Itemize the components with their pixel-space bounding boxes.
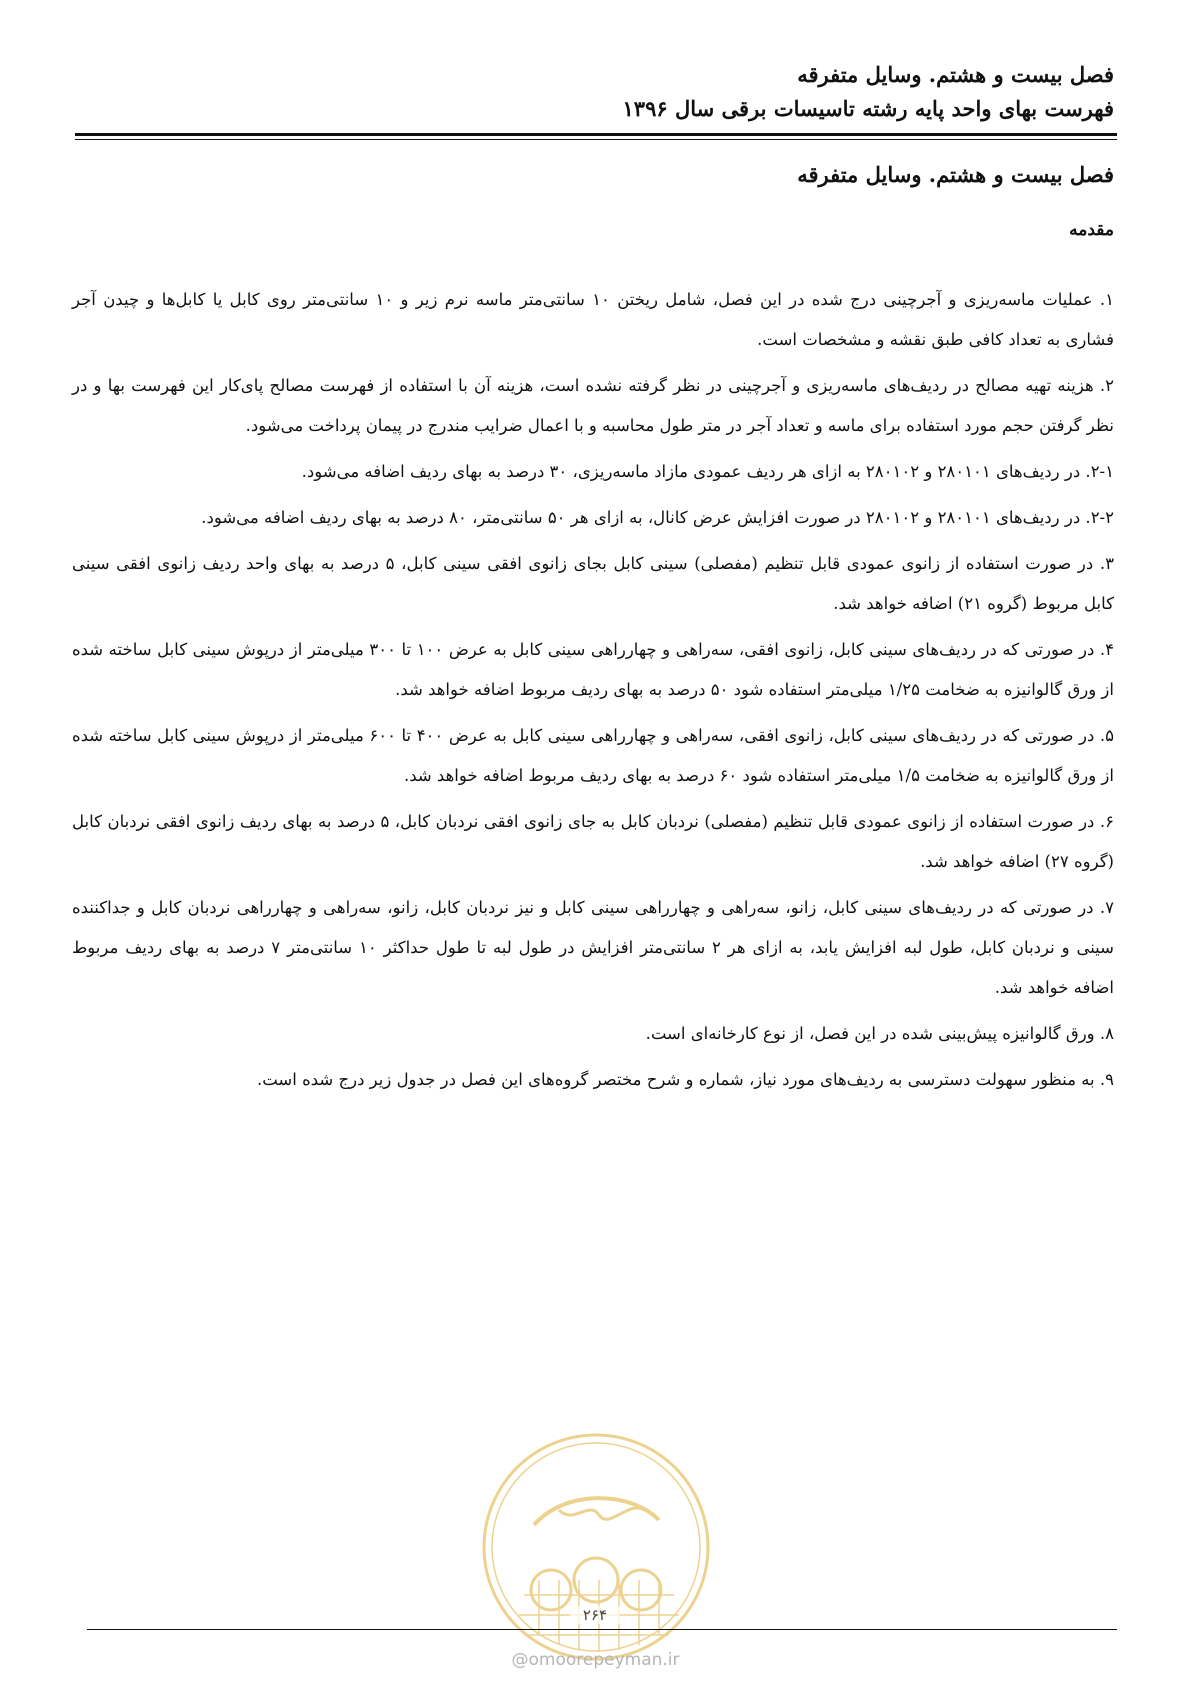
at-sign-icon: @ <box>511 1650 529 1670</box>
paragraph-3: ۳. در صورت استفاده از زانوی عمودی قابل تنظیم (مفصلی) سینی کابل بجای زانوی افقی سینی کابل، ۵ درصد به بهای واحد ردیف زانوی افقی سینی کابل مربوط (گروه ۲۱) اضافه خواهد شد. <box>72 554 1114 613</box>
paragraph-6: ۶. در صورت استفاده از زانوی عمودی قابل تنظیم (مفصلی) نردبان کابل به جای زانوی افقی نردبان کابل، ۵ درصد به بهای ردیف زانوی افقی نردبان کابل (گروه ۲۷) اضافه خواهد شد. <box>72 812 1115 871</box>
paragraph-2-2: ۲-۲. در ردیف‌های ۲۸۰۱۰۱ و ۲۸۰۱۰۲ در صورت افزایش عرض کانال، به ازای هر ۵۰ سانتی‌متر، ۸۰ درصد به بهای ردیف اضافه می‌شود. <box>201 508 1114 527</box>
paragraph-2: ۲. هزینه تهیه مصالح در ردیف‌های ماسه‌ریزی و آجرچینی در نظر گرفته نشده است، هزینه آن با استفاده از فهرست مصالح پای‌کار این فهرست بها و در نظر گرفتن حجم مورد استفاده برای ماسه و تعداد آجر در متر طول محاسبه و با اعمال ضرایب مندرج در پیمان پرداخت می‌شود. <box>72 376 1114 435</box>
paragraph-2-1: ۲-۱. در ردیف‌های ۲۸۰۱۰۱ و ۲۸۰۱۰۲ به ازای هر ردیف عمودی مازاد ماسه‌ریزی، ۳۰ درصد به بهای ردیف اضافه می‌شود. <box>301 462 1114 481</box>
paragraph-8: ۸. ورق گالوانیزه پیش‌بینی شده در این فصل، از نوع کارخانه‌ای است. <box>645 1024 1114 1043</box>
paragraph-9: ۹. به منظور سهولت دسترسی به ردیف‌های مورد نیاز، شماره و شرح مختصر گروه‌های این فصل در جدول زیر درج شده است. <box>256 1070 1114 1089</box>
paragraph-1: ۱. عملیات ماسه‌ریزی و آجرچینی درج شده در این فصل، شامل ریختن ۱۰ سانتی‌متر ماسه نرم زیر و ۱۰ سانتی‌متر روی کابل یا کابل‌ها و چیدن آجر فشاری به تعداد کافی طبق نقشه و مشخصات است. <box>72 290 1114 349</box>
running-header <box>74 58 1114 126</box>
header-price-list-line: فهرست بهای واحد پایه رشته تاسیسات برقی سال ۱۳۹۶ <box>622 96 1114 121</box>
header-chapter-line: فصل بیست و هشتم. وسایل متفرقه <box>797 62 1114 87</box>
body-text <box>72 280 1114 1106</box>
paragraph-4: ۴. در صورتی که در ردیف‌های سینی کابل، زانوی افقی، سه‌راهی و چهارراهی سینی کابل به عرض ۱۰۰ تا ۳۰۰ میلی‌متر از درپوش سینی کابل ساخته شده از ورق گالوانیزه به ضخامت ۱/۲۵ میلی‌متر استفاده شود ۵۰ درصد به بهای ردیف مربوط اضافه خواهد شد. <box>72 640 1115 699</box>
chapter-title: فصل بیست و هشتم. وسایل متفرقه <box>797 162 1114 187</box>
paragraph-7: ۷. در صورتی که در ردیف‌های سینی کابل، زانو، سه‌راهی و چهارراهی سینی کابل و نیز نردبان کابل، زانو، سه‌راهی و چهارراهی نردبان کابل و جداکننده سینی و نردبان کابل، طول لبه افزایش یابد، به ازای هر ۲ سانتی‌متر افزایش در طول لبه تا طول حداکثر ۱۰ سانتی‌متر ۷ درصد به بهای ردیف مربوط اضافه خواهد شد. <box>72 898 1114 997</box>
header-rule-thick <box>75 133 1117 136</box>
footer-rule <box>87 1629 1117 1630</box>
watermark-url <box>0 1650 1191 1670</box>
paragraph-5: ۵. در صورتی که در ردیف‌های سینی کابل، زانوی افقی، سه‌راهی و چهارراهی سینی کابل به عرض ۴۰۰ تا ۶۰۰ میلی‌متر از درپوش سینی کابل ساخته شده از ورق گالوانیزه به ضخامت ۱/۵ میلی‌متر استفاده شود ۶۰ درصد به بهای ردیف مربوط اضافه خواهد شد. <box>72 726 1115 785</box>
section-title: مقدمه <box>1069 220 1114 240</box>
header-rule-thin <box>75 139 1117 140</box>
watermark-url-text: omoorepeyman.ir <box>528 1650 680 1670</box>
page-number: ۲۶۴ <box>570 1606 620 1624</box>
